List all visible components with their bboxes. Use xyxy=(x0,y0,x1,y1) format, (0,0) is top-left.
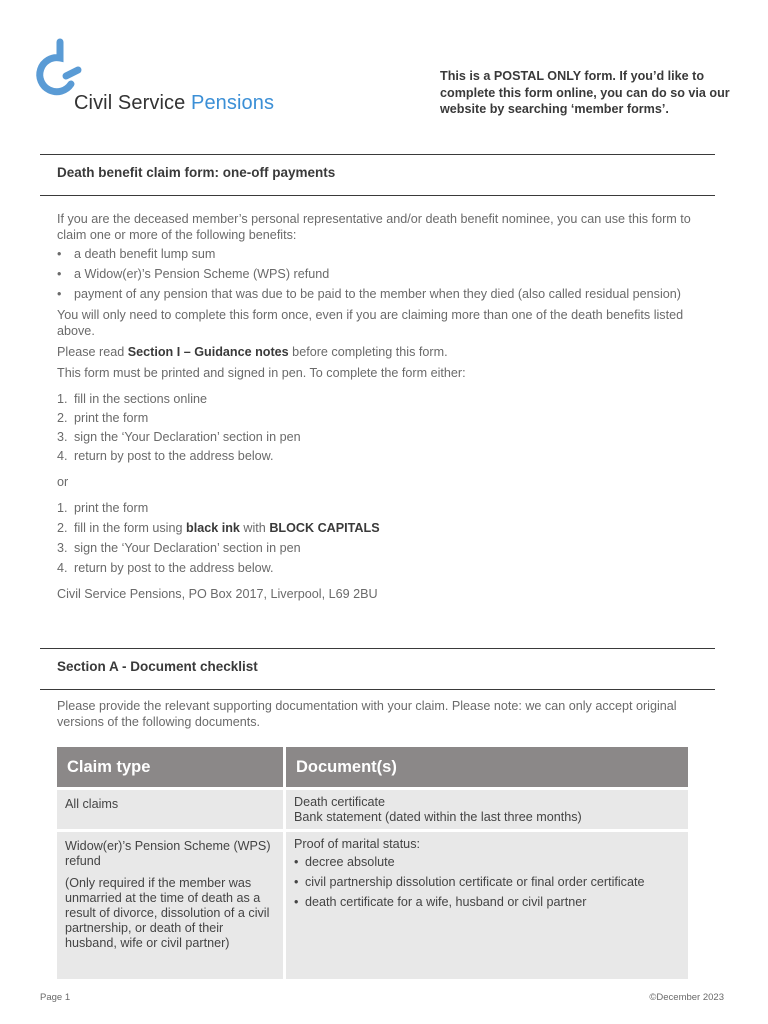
step-text-bold: black ink xyxy=(186,521,240,535)
guidance-link-text: Section I – Guidance notes xyxy=(127,345,289,359)
claim-type-cell: All claims xyxy=(57,790,283,829)
option-2-step xyxy=(57,500,717,516)
step-number: 1. xyxy=(57,501,68,515)
step-text: return by post to the address below. xyxy=(74,449,274,463)
section-a-intro: Please provide the relevant supporting documentation with your claim. Please note: we can only accept original versions of the following documents. xyxy=(57,699,677,729)
intro-paragraph: If you are the deceased member’s personal representative and/or death benefit nominee, you can use this form to claim one or more of the following benefits: xyxy=(57,212,691,242)
step-number: 3. xyxy=(57,541,68,555)
step-text: fill in the form using xyxy=(74,521,186,535)
guidance-text: Please read xyxy=(57,345,128,359)
form-title: Death benefit claim form: one-off payments xyxy=(57,165,336,180)
table-row xyxy=(57,832,688,979)
document-item: Death certificate xyxy=(294,795,385,809)
option-2-list xyxy=(57,500,717,576)
step-text: return by post to the address below. xyxy=(74,561,274,575)
step-number: 1. xyxy=(57,392,68,406)
step-text: fill in the sections online xyxy=(74,392,208,406)
print-paragraph: This form must be printed and signed in pen. To complete the form either: xyxy=(57,366,466,380)
documents-cell xyxy=(286,790,688,829)
document-item: Bank statement (dated within the last three months) xyxy=(294,810,582,824)
option-1-step xyxy=(57,429,717,445)
step-text: print the form xyxy=(74,501,149,515)
step-text-bold: BLOCK CAPITALS xyxy=(269,521,380,535)
option-1-step xyxy=(57,448,717,464)
logo-text-civil-service: Civil Service xyxy=(74,92,186,114)
option-1-step xyxy=(57,410,717,426)
benefit-item: • payment of any pension that was due to be paid to the member when they died (also called residual pension) xyxy=(57,286,717,302)
section-a-title: Section A - Document checklist xyxy=(57,659,258,674)
table-header-row xyxy=(57,747,688,787)
step-number: 4. xyxy=(57,449,68,463)
option-1-step xyxy=(57,391,717,407)
benefit-item: • a death benefit lump sum xyxy=(57,246,717,262)
step-number: 4. xyxy=(57,561,68,575)
column-header-claim-type: Claim type xyxy=(57,747,283,787)
or-text: or xyxy=(57,475,69,489)
guidance-paragraph xyxy=(57,344,717,360)
divider xyxy=(40,648,715,649)
option-1-list xyxy=(57,391,717,464)
claim-type-note: (Only required if the member was unmarried at the time of death as a result of divorce, dissolution of a civil partnership, or death of their husband, wife or civil partner) xyxy=(65,876,270,950)
table-row xyxy=(57,790,688,829)
step-number: 2. xyxy=(57,521,68,535)
claim-type-label: Widow(er)’s Pension Scheme (WPS) refund xyxy=(65,839,271,868)
divider xyxy=(40,195,715,196)
document-item: • death certificate for a wife, husband or civil partner xyxy=(294,895,680,910)
document-item: • civil partnership dissolution certificate or final order certificate xyxy=(294,875,680,890)
postal-address: Civil Service Pensions, PO Box 2017, Liverpool, L69 2BU xyxy=(57,587,378,601)
option-2-step xyxy=(57,560,717,576)
page-number: Page 1 xyxy=(40,992,71,1003)
guidance-text: before completing this form. xyxy=(288,345,448,359)
column-header-documents: Document(s) xyxy=(286,747,688,787)
option-2-step xyxy=(57,540,717,556)
logo-wordmark xyxy=(74,92,274,115)
postal-only-notice: This is a POSTAL ONLY form. If you’d like to complete this form online, you can do so via our website by searching ‘member forms’. xyxy=(440,69,730,116)
divider xyxy=(40,689,715,690)
intro-text xyxy=(57,211,717,602)
once-paragraph: You will only need to complete this form once, even if you are claiming more than one of the death benefits listed above. xyxy=(57,308,684,338)
logo xyxy=(34,38,294,122)
divider xyxy=(40,154,715,155)
benefit-item: • a Widow(er)’s Pension Scheme (WPS) refund xyxy=(57,266,717,282)
document-item: • decree absolute xyxy=(294,855,680,870)
step-text: with xyxy=(239,521,270,535)
step-number: 3. xyxy=(57,430,68,444)
step-number: 2. xyxy=(57,411,68,425)
option-2-step xyxy=(57,520,717,536)
step-text: sign the ‘Your Declaration’ section in pen xyxy=(74,541,301,555)
document-list xyxy=(294,855,680,910)
copyright-date: ©December 2023 xyxy=(649,992,724,1003)
step-text: print the form xyxy=(74,411,149,425)
documents-cell xyxy=(286,832,688,979)
logo-text-pensions: Pensions xyxy=(191,92,275,114)
document-checklist-table xyxy=(54,744,691,982)
document-intro: Proof of marital status: xyxy=(294,837,420,851)
claim-type-cell xyxy=(57,832,283,979)
step-text: sign the ‘Your Declaration’ section in pen xyxy=(74,430,301,444)
